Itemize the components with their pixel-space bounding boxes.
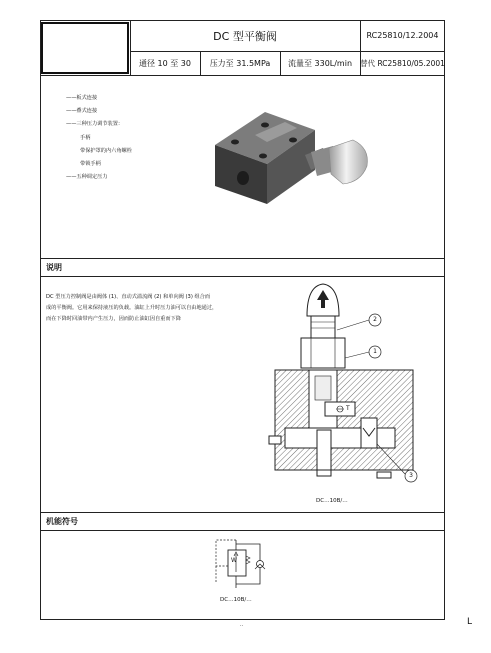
callout-number: 2 (373, 316, 377, 323)
corner-mark: L (467, 617, 473, 627)
valve-product-image (205, 100, 380, 210)
feature-item: ——五种调定压力 (66, 174, 108, 180)
replaces-note: 替代 RC25810/05.2001 (360, 58, 445, 68)
feature-item: ——板式连接 (66, 95, 98, 101)
description-line: 成的平衡阀。它用来保持液压的负载。油缸上升时压力油可以自由地通过， (46, 305, 218, 311)
spec-pressure: 压力至 31.5MPa (209, 58, 271, 68)
spec-flow: 流量至 330L/min (287, 58, 353, 68)
feature-item: ——叠式连接 (66, 108, 98, 114)
logo-box (41, 22, 129, 74)
description-line: 而在下降时回油带内产生压力，因而防止油缸因自重而下降 (46, 316, 181, 322)
valve-section-drawing (265, 278, 435, 493)
page-title: DC 型平衡阀 (213, 29, 277, 43)
description-line: DC 型压力控制阀是由阀体 (1)、直动式溢流阀 (2) 和单向阀 (3) 组合而 (46, 294, 211, 300)
symbol-caption: DC…10B/… (220, 597, 252, 603)
feature-item: ——三种压力调节装置： (66, 121, 124, 127)
doc-number: RC25810/12.2004 (366, 31, 439, 40)
section-drawing-caption: DC…10B/… (316, 498, 348, 504)
callout-number: 1 (373, 348, 377, 355)
callout-number: 3 (409, 472, 413, 479)
spec-diameter: 通径 10 至 30 (139, 58, 191, 68)
section-heading-symbol: 机能符号 (46, 517, 78, 526)
section-heading-description: 说明 (46, 263, 62, 272)
feature-item: 带保护罩的内六角螺栓 (80, 148, 132, 154)
footer-mark: .. (240, 622, 244, 628)
symbol-valve-label: W (231, 557, 237, 564)
feature-item: 带锁手柄 (80, 161, 101, 167)
feature-item: 手柄 (80, 135, 91, 141)
hydraulic-symbol (208, 536, 272, 592)
port-label-t: T (346, 405, 350, 412)
